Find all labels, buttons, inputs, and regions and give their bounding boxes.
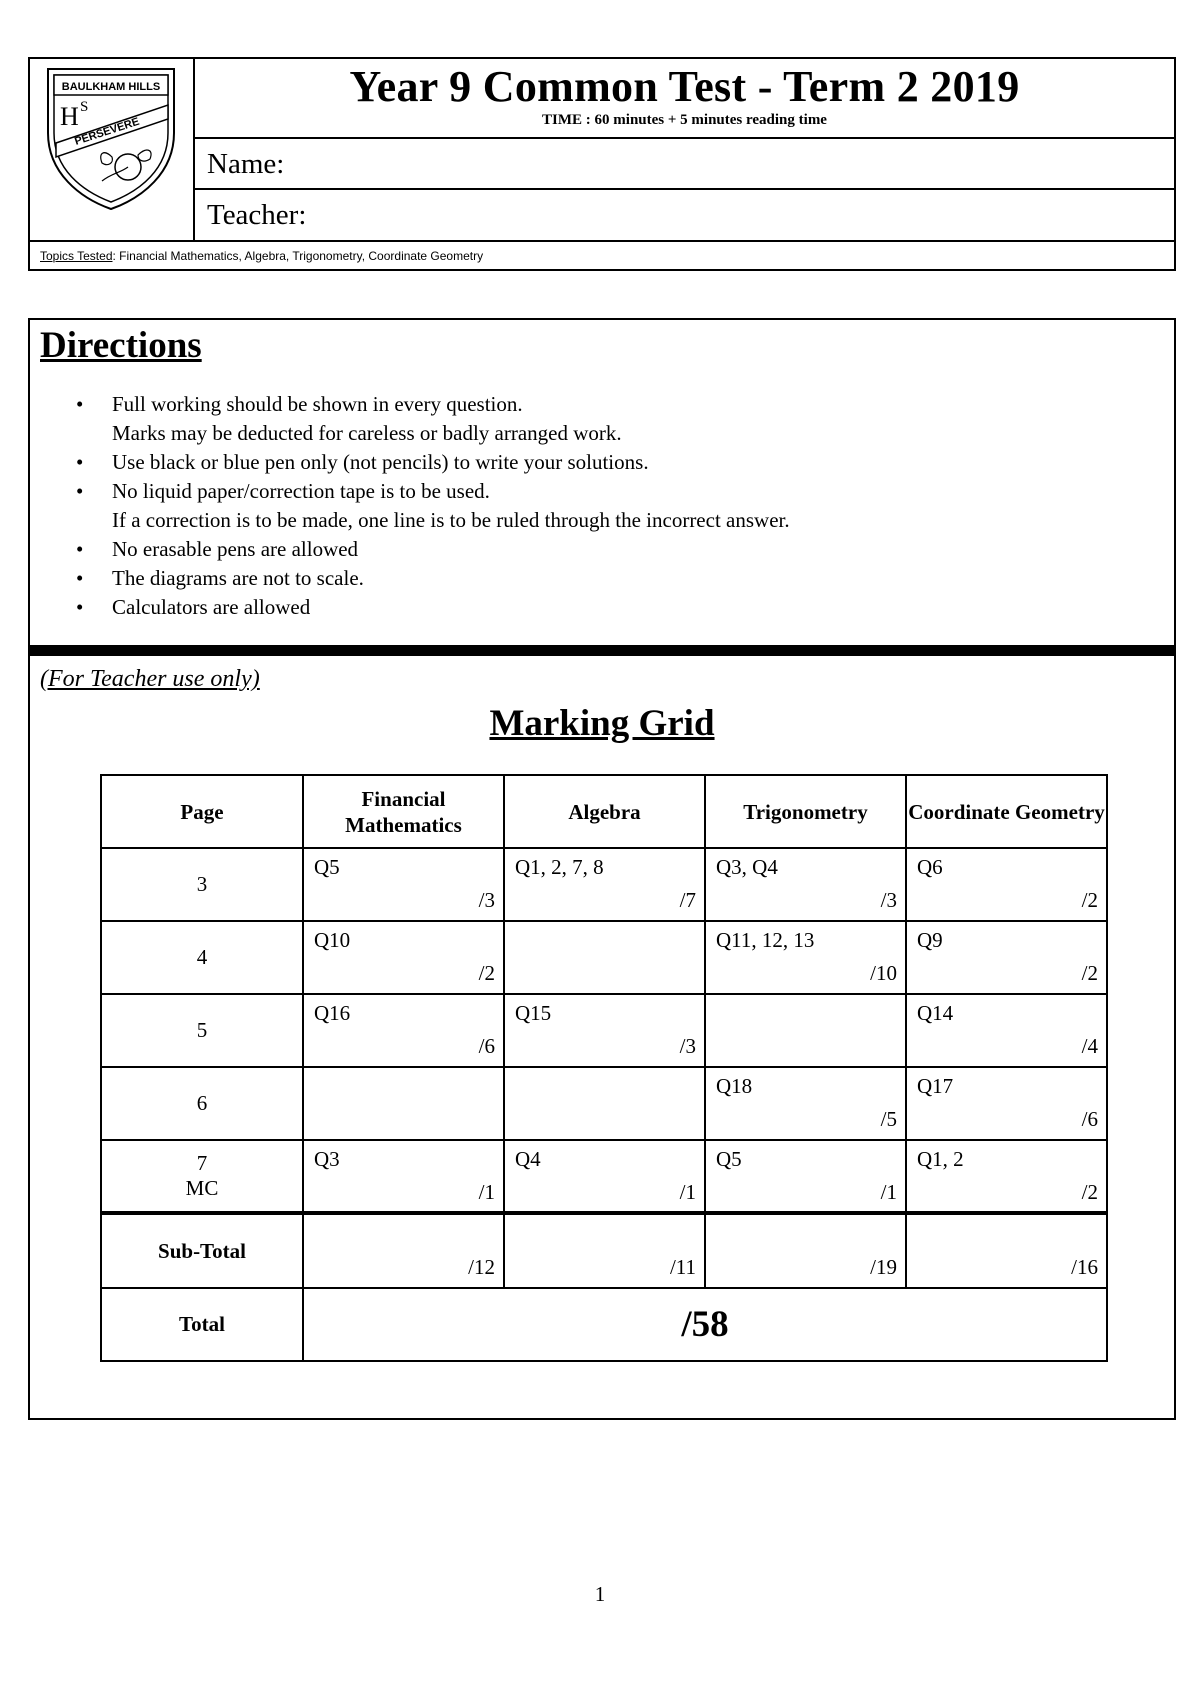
mark-total: /7 xyxy=(679,888,696,912)
question-ref: Q17 xyxy=(917,1074,954,1098)
topics-value: : Financial Mathematics, Algebra, Trigonometry, Coordinate Geometry xyxy=(112,249,484,263)
mark-total: /6 xyxy=(1081,1107,1098,1131)
question-ref: Q9 xyxy=(917,928,943,952)
name-field[interactable] xyxy=(195,139,1174,190)
name-label: Name: xyxy=(207,148,285,180)
total-label: Total xyxy=(101,1288,303,1361)
grid-row xyxy=(101,921,1107,994)
mark-cell xyxy=(504,994,705,1067)
mark-total: /10 xyxy=(870,961,897,985)
direction-item: • Calculators are allowed xyxy=(70,593,790,622)
question-ref: Q14 xyxy=(917,1001,954,1025)
direction-item: • Use black or blue pen only (not pencils) to write your solutions. xyxy=(70,448,790,477)
subtotal-cell: /16 xyxy=(906,1213,1107,1288)
mark-cell xyxy=(303,848,504,921)
mark-total: /1 xyxy=(478,1179,495,1204)
question-ref: Q16 xyxy=(314,1001,351,1025)
page-number-cell: 3 xyxy=(196,872,208,896)
mark-cell xyxy=(906,1067,1107,1140)
question-ref: Q4 xyxy=(515,1146,541,1171)
school-crest-logo xyxy=(42,63,182,213)
mark-total: /2 xyxy=(1081,1179,1098,1204)
page-cell xyxy=(101,1067,303,1140)
total-row xyxy=(101,1288,1107,1361)
mark-cell xyxy=(504,1067,705,1140)
mark-cell xyxy=(906,1140,1107,1213)
grid-row xyxy=(101,848,1107,921)
mark-cell xyxy=(303,1140,504,1213)
direction-item: • The diagrams are not to scale. xyxy=(70,564,790,593)
logo-top-text: BAULKHAM HILLS xyxy=(61,81,161,93)
question-ref: Q3 xyxy=(314,1146,340,1171)
mark-cell xyxy=(303,921,504,994)
page-number-cell: 4 xyxy=(196,945,208,969)
mark-cell xyxy=(906,848,1107,921)
question-ref: Q11, 12, 13 xyxy=(716,928,815,952)
mark-cell xyxy=(504,848,705,921)
logo-letter-s: S xyxy=(80,99,89,115)
mark-cell xyxy=(504,1140,705,1213)
mark-cell xyxy=(504,921,705,994)
mark-total: /4 xyxy=(1081,1034,1098,1058)
header-algebra: Algebra xyxy=(504,775,705,848)
direction-item: • No erasable pens are allowed xyxy=(70,535,790,564)
page-cell xyxy=(101,994,303,1067)
marking-grid-table xyxy=(100,774,1108,1362)
question-ref: Q3, Q4 xyxy=(716,855,778,879)
header-page: Page xyxy=(101,775,303,848)
question-ref: Q15 xyxy=(515,1001,552,1025)
grid-row xyxy=(101,1067,1107,1140)
bullet-icon: • xyxy=(76,479,84,503)
bullet-icon: • xyxy=(76,595,84,619)
page-number-cell: 5 xyxy=(196,1018,208,1042)
subtotal-cell: /11 xyxy=(504,1213,705,1288)
logo-motto: PERSEVERE xyxy=(73,115,141,148)
question-ref: Q1, 2 xyxy=(917,1146,964,1171)
page-number-cell: 6 xyxy=(196,1091,208,1115)
mark-cell xyxy=(906,994,1107,1067)
mark-total: /2 xyxy=(478,961,495,985)
mark-total: /3 xyxy=(478,888,495,912)
title-cell xyxy=(195,59,1174,139)
total-value: /58 xyxy=(303,1288,1107,1361)
page-cell xyxy=(101,1140,303,1213)
logo-cell xyxy=(30,59,195,240)
bullet-icon: • xyxy=(76,566,84,590)
mark-cell xyxy=(705,994,906,1067)
test-header xyxy=(28,57,1176,271)
header-coordinate-geometry: Coordinate Geometry xyxy=(906,775,1107,848)
mark-total: /6 xyxy=(478,1034,495,1058)
question-ref: Q5 xyxy=(716,1146,742,1171)
mark-cell xyxy=(705,921,906,994)
topics-tested xyxy=(30,240,1174,269)
grid-row xyxy=(101,994,1107,1067)
mark-cell xyxy=(705,848,906,921)
page-cell xyxy=(101,848,303,921)
grid-row xyxy=(101,1140,1107,1213)
mark-total: /3 xyxy=(880,888,897,912)
mark-cell xyxy=(705,1067,906,1140)
question-ref: Q18 xyxy=(716,1074,753,1098)
mark-total: /1 xyxy=(679,1179,696,1204)
mark-total: /1 xyxy=(880,1179,897,1204)
teacher-use-note: (For Teacher use only) xyxy=(40,666,260,692)
mark-cell xyxy=(303,994,504,1067)
question-ref: Q6 xyxy=(917,855,943,879)
question-ref: Q10 xyxy=(314,928,351,952)
header-financial-mathematics: Financial Mathematics xyxy=(303,775,504,848)
section-divider xyxy=(30,645,1174,656)
teacher-field[interactable] xyxy=(195,190,1174,240)
mark-total: /2 xyxy=(1081,888,1098,912)
topics-label: Topics Tested xyxy=(40,249,113,263)
test-title: Year 9 Common Test - Term 2 2019 xyxy=(349,62,1020,111)
teacher-label: Teacher: xyxy=(207,199,307,231)
mark-total: /2 xyxy=(1081,961,1098,985)
directions-list xyxy=(70,390,790,622)
directions-box xyxy=(28,318,1176,1420)
test-time: TIME : 60 minutes + 5 minutes reading time xyxy=(542,112,827,128)
grid-header-row xyxy=(101,775,1107,848)
mark-cell xyxy=(705,1140,906,1213)
page-cell xyxy=(101,921,303,994)
bullet-icon: • xyxy=(76,537,84,561)
page-section-label: MC xyxy=(185,1176,219,1200)
question-ref: Q5 xyxy=(314,855,340,879)
direction-item: • No liquid paper/correction tape is to be used. If a correction is to be made, one line is to be ruled through the incorrect answer. xyxy=(76,479,790,532)
mark-total: /5 xyxy=(880,1107,897,1131)
marking-grid-title: Marking Grid xyxy=(489,703,715,744)
subtotal-label: Sub-Total xyxy=(101,1213,303,1288)
directions-heading: Directions xyxy=(40,325,202,366)
mark-cell xyxy=(906,921,1107,994)
bullet-icon: • xyxy=(76,392,84,416)
mark-total: /3 xyxy=(679,1034,696,1058)
subtotal-row xyxy=(101,1213,1107,1288)
logo-letter-h: H xyxy=(60,102,79,131)
question-ref: Q1, 2, 7, 8 xyxy=(515,855,604,879)
mark-cell xyxy=(303,1067,504,1140)
page-number: 1 xyxy=(594,1582,606,1606)
direction-item: • Full working should be shown in every question. Marks may be deducted for careless or badly arranged work. xyxy=(76,392,622,445)
subtotal-cell: /12 xyxy=(303,1213,504,1288)
header-trigonometry: Trigonometry xyxy=(705,775,906,848)
bullet-icon: • xyxy=(76,450,84,474)
subtotal-cell: /19 xyxy=(705,1213,906,1288)
page-number-cell: 7 xyxy=(196,1151,208,1175)
